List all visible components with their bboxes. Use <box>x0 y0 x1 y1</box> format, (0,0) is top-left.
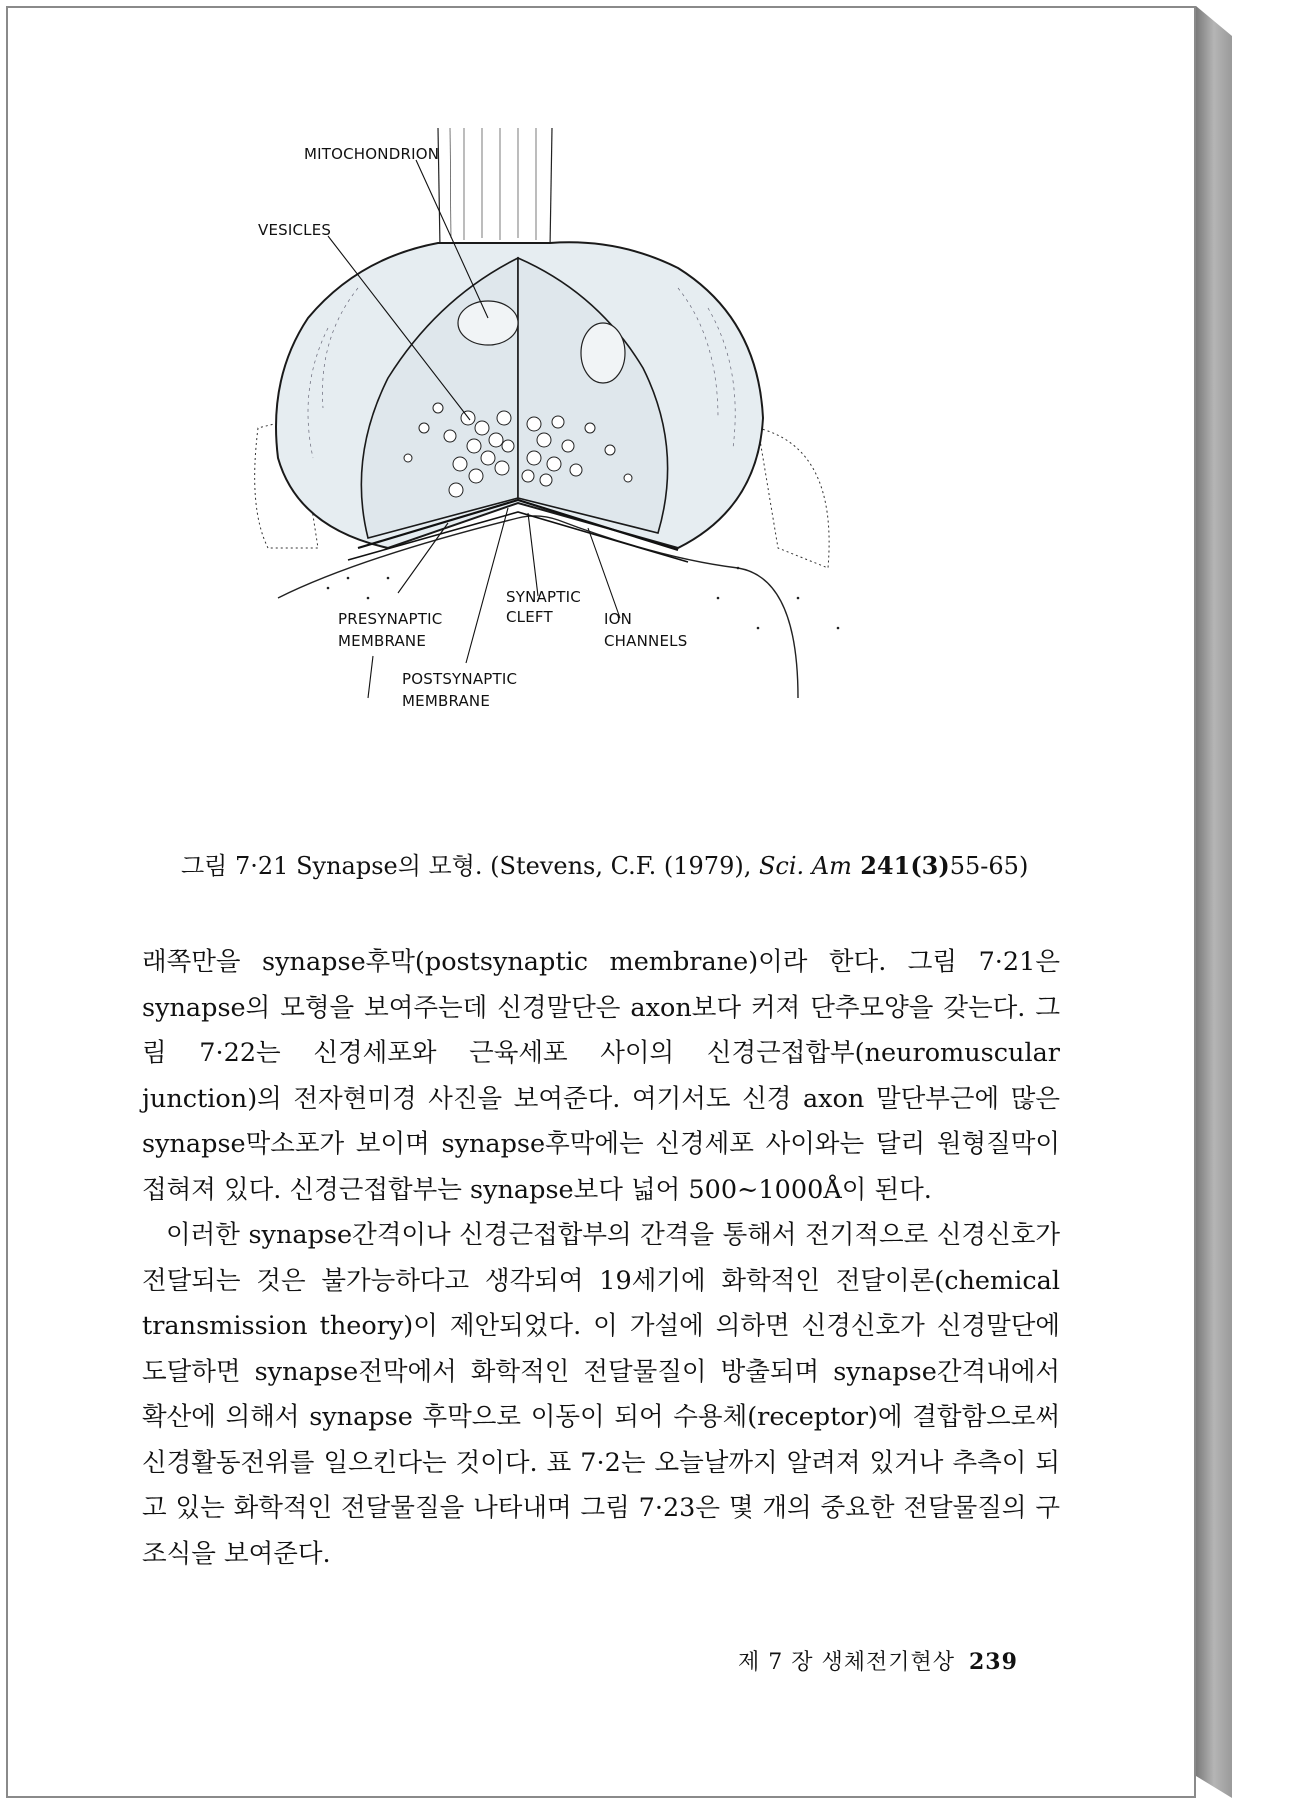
paragraph: 래쪽만을 synapse후막(postsynaptic membrane)이라 한다. 그림 7·21은 synapse의 모형을 보여주는데 신경말단은 axon보다 커져 단추모양을 갖는다. 그림 7·22는 신경세포와 근육세포 사이의 신경근접합부(neuromuscular junction)의 전자현미경 사진을 보여준다. 여기서도 신경 axon 말단부근에 많은 synapse막소포가 보이며 synapse후막에는 신경세포 사이와는 달리 원형질막이 접혀져 있다. 신경근접합부는 synapse보다 넓어 500∼1000Å이 된다. <box>142 947 1060 1205</box>
caption-journal: Sci. Am <box>758 852 852 880</box>
label-ion-channels-line1: ION <box>604 610 633 628</box>
label-postsynaptic-line2: MEMBRANE <box>402 692 491 710</box>
body-text <box>142 940 1060 1577</box>
label-synaptic-cleft-line2: CLEFT <box>506 608 553 626</box>
label-postsynaptic-line1: POSTSYNAPTIC <box>402 670 518 688</box>
paragraph: 이러한 synapse간격이나 신경근접합부의 간격을 통해서 전기적으로 신경신호가 전달되는 것은 불가능하다고 생각되여 19세기에 화학적인 전달이론(chemical transmission theory)이 제안되었다. 이 가설에 의하면 신경신호가 신경말단에 도달하면 synapse전막에서 화학적인 전달물질이 방출되며 synapse간격내에서 확산에 의해서 synapse 후막으로 이동이 되어 수용체(receptor)에 결합함으로써 신경활동전위를 일으킨다는 것이다. 표 7·2는 오늘날까지 알려져 있거나 추측이 되고 있는 화학적인 전달물질을 나타내며 그림 7·23은 몇 개의 중요한 전달물질의 구조식을 보여준다. <box>142 1220 1060 1569</box>
label-mitochondrion: MITOCHONDRION <box>304 145 440 163</box>
label-presynaptic-line1: PRESYNAPTIC <box>338 610 443 628</box>
synapse-figure <box>238 128 998 818</box>
label-vesicles: VESICLES <box>258 221 332 239</box>
synapse-illustration <box>238 128 998 818</box>
caption-volume: 241(3) <box>851 851 950 880</box>
page-number: 239 <box>969 1649 1018 1675</box>
page-footer <box>738 1645 1018 1676</box>
page-edge-shadow <box>1196 6 1242 1798</box>
chapter-title: 제 7 장 생체전기현상 <box>738 1650 955 1675</box>
figure-caption <box>181 846 1028 881</box>
caption-pages: 55-65) <box>949 852 1029 880</box>
book-page <box>6 6 1196 1798</box>
label-synaptic-cleft-line1: SYNAPTIC <box>506 588 581 606</box>
caption-text: 그림 7·21 Synapse의 모형. (Stevens, C.F. (1979), <box>181 852 759 880</box>
label-ion-channels-line2: CHANNELS <box>604 632 688 650</box>
label-presynaptic-line2: MEMBRANE <box>338 632 427 650</box>
